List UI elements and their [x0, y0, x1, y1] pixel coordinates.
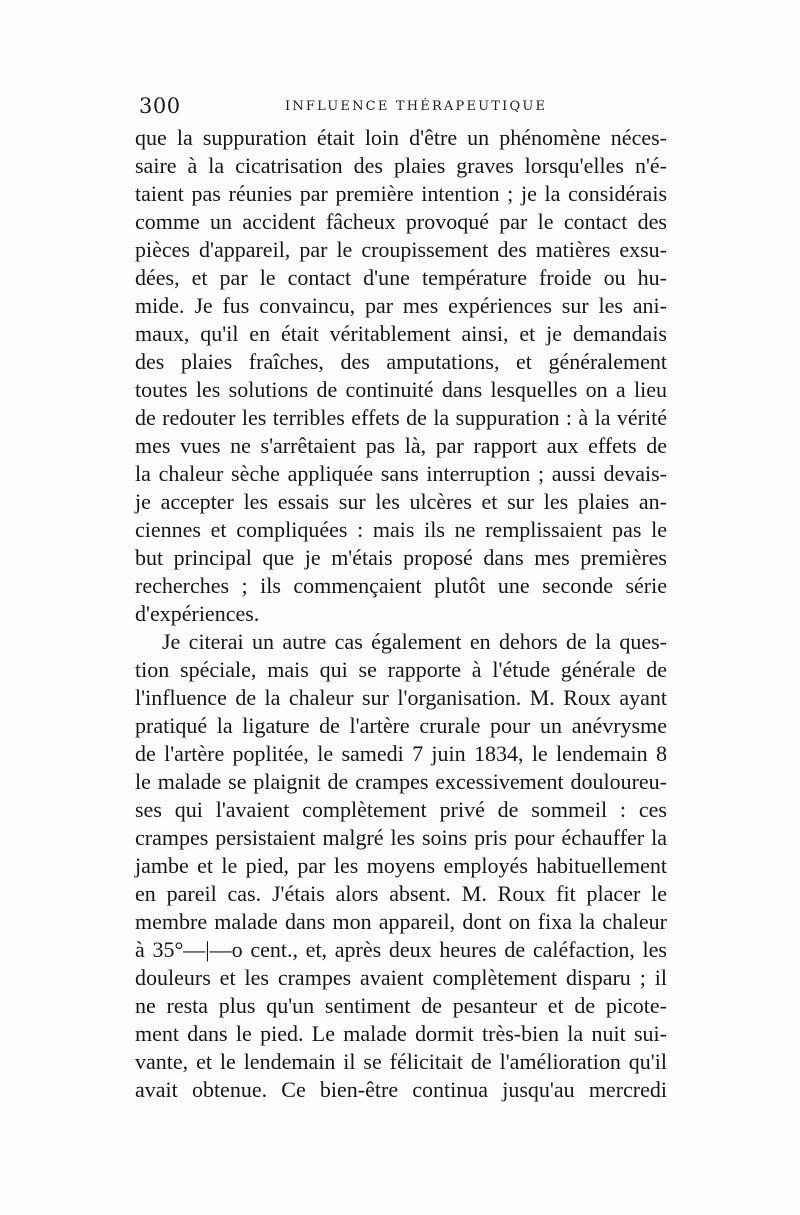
text-line: jambe et le pied, par les moyens employés habituellement: [135, 853, 667, 878]
text-line: saire à la cicatrisation des plaies graves lorsqu'elles n'é-: [135, 153, 667, 178]
text-line: douleurs et les crampes avaient complètement disparu ; il: [135, 965, 667, 990]
running-title: INFLUENCE THÉRAPEUTIQUE: [285, 99, 548, 114]
text-line: but principal que je m'étais proposé dans mes premières: [135, 545, 667, 570]
text-line: mide. Je fus convaincu, par mes expériences sur les ani-: [135, 293, 667, 318]
body-text: [135, 124, 667, 1104]
text-line: la chaleur sèche appliquée sans interruption ; aussi devais-: [135, 461, 667, 486]
text-line: ciennes et compliquées : mais ils ne remplissaient pas le: [135, 517, 667, 542]
text-line: l'influence de la chaleur sur l'organisation. M. Roux ayant: [135, 685, 667, 710]
text-line: je accepter les essais sur les ulcères et sur les plaies an-: [135, 489, 667, 514]
text-line: Je citerai un autre cas également en dehors de la ques-: [162, 629, 667, 654]
text-line: membre malade dans mon appareil, dont on fixa la chaleur: [135, 909, 667, 934]
text-line: vante, et le lendemain il se félicitait de l'amélioration qu'il: [135, 1049, 667, 1074]
text-line: des plaies fraîches, des amputations, et généralement: [135, 349, 667, 374]
text-line: ne resta plus qu'un sentiment de pesanteur et de picote-: [135, 993, 667, 1018]
text-line: crampes persistaient malgré les soins pris pour échauffer la: [135, 825, 667, 850]
text-line: ment dans le pied. Le malade dormit très-bien la nuit sui-: [135, 1021, 667, 1046]
text-line: pratiqué la ligature de l'artère crurale pour un anévrysme: [135, 713, 667, 738]
text-line: recherches ; ils commençaient plutôt une seconde série: [135, 573, 667, 598]
text-line: d'expériences.: [135, 601, 260, 626]
text-line: maux, qu'il en était véritablement ainsi, et je demandais: [135, 321, 667, 346]
text-line: à 35°—|—o cent., et, après deux heures de caléfaction, les: [135, 937, 667, 962]
page-header: [139, 94, 665, 120]
text-line: comme un accident fâcheux provoqué par le contact des: [135, 209, 667, 234]
text-line: dées, et par le contact d'une température froide ou hu-: [135, 265, 667, 290]
text-line: de l'artère poplitée, le samedi 7 juin 1834, le lendemain 8: [135, 741, 667, 766]
page-number: 300: [139, 94, 181, 118]
text-line: ses qui l'avaient complètement privé de sommeil : ces: [135, 797, 667, 822]
text-line: taient pas réunies par première intention ; je la considérais: [135, 181, 667, 206]
text-line: de redouter les terribles effets de la suppuration : à la vérité: [135, 405, 667, 430]
text-line: tion spéciale, mais qui se rapporte à l'étude générale de: [135, 657, 667, 682]
text-line: que la suppuration était loin d'être un phénomène néces-: [135, 125, 667, 150]
text-line: en pareil cas. J'étais alors absent. M. Roux fit placer le: [135, 881, 667, 906]
paragraph-2: [135, 628, 667, 1104]
text-line: le malade se plaignit de crampes excessivement douloureu-: [135, 769, 667, 794]
text-line: pièces d'appareil, par le croupissement des matières exsu-: [135, 237, 667, 262]
text-line: toutes les solutions de continuité dans lesquelles on a lieu: [135, 377, 667, 402]
paragraph-1: [135, 124, 667, 628]
text-line: mes vues ne s'arrêtaient pas là, par rapport aux effets de: [135, 433, 667, 458]
text-line: avait obtenue. Ce bien-être continua jusqu'au mercredi: [135, 1077, 667, 1102]
